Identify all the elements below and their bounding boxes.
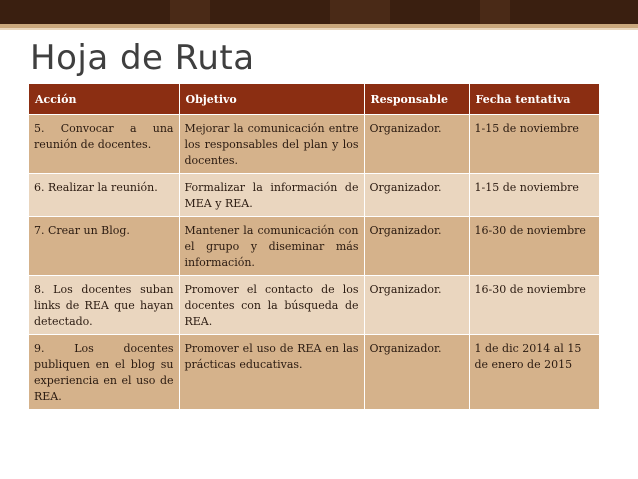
table-row: [29, 115, 599, 174]
cell-fecha: 1-15 de noviembre: [469, 174, 599, 217]
cell-objetivo: Mantener la comunicación con el grupo y diseminar más información.: [179, 217, 364, 276]
cell-objetivo: Mejorar la comunicación entre los responsables del plan y los docentes.: [179, 115, 364, 174]
cell-responsable: Organizador.: [364, 115, 469, 174]
table-row: [29, 276, 599, 335]
cell-fecha: 16-30 de noviembre: [469, 276, 599, 335]
accent-line-light: [0, 28, 638, 30]
roadmap-table: [29, 84, 600, 409]
table-header-row: [29, 84, 599, 115]
cell-objetivo: Formalizar la información de MEA y REA.: [179, 174, 364, 217]
cell-accion: 7. Crear un Blog.: [29, 217, 179, 276]
cell-accion: 8. Los docentes suban links de REA que hayan detectado.: [29, 276, 179, 335]
slide-title: Hoja de Ruta: [30, 38, 255, 78]
cell-responsable: Organizador.: [364, 276, 469, 335]
top-decorative-band: [0, 0, 638, 24]
cell-objetivo: Promover el contacto de los docentes con la búsqueda de REA.: [179, 276, 364, 335]
table-row: [29, 335, 599, 410]
table-row: [29, 174, 599, 217]
cell-fecha: 1-15 de noviembre: [469, 115, 599, 174]
band-stripe: [480, 0, 510, 24]
cell-fecha: 1 de dic 2014 al 15 de enero de 2015: [469, 335, 599, 410]
cell-responsable: Organizador.: [364, 217, 469, 276]
cell-accion: 6. Realizar la reunión.: [29, 174, 179, 217]
header-accion: Acción: [29, 84, 179, 115]
header-fecha: Fecha tentativa: [469, 84, 599, 115]
band-stripe: [170, 0, 210, 24]
band-stripe: [330, 0, 390, 24]
cell-responsable: Organizador.: [364, 335, 469, 410]
cell-accion: 5. Convocar a una reunión de docentes.: [29, 115, 179, 174]
header-objetivo: Objetivo: [179, 84, 364, 115]
cell-fecha: 16-30 de noviembre: [469, 217, 599, 276]
cell-accion: 9. Los docentes publiquen en el blog su experiencia en el uso de REA.: [29, 335, 179, 410]
table-row: [29, 217, 599, 276]
cell-objetivo: Promover el uso de REA en las prácticas educativas.: [179, 335, 364, 410]
cell-responsable: Organizador.: [364, 174, 469, 217]
header-responsable: Responsable: [364, 84, 469, 115]
